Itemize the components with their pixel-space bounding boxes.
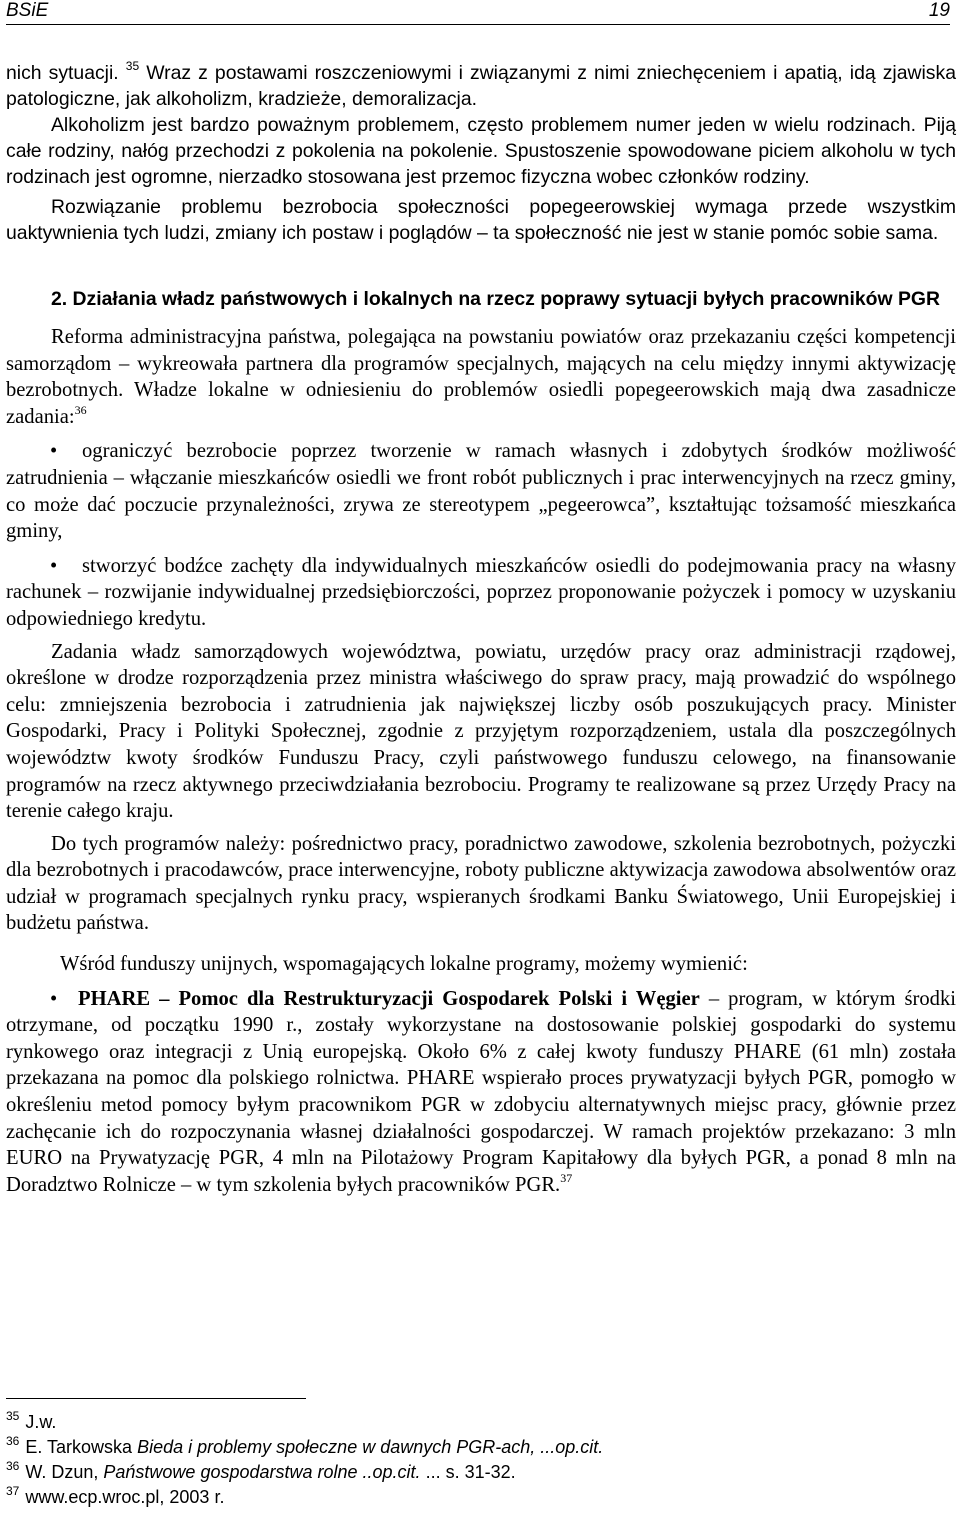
footnote-ref-37: 37 bbox=[560, 1170, 573, 1185]
paragraph-1: nich sytuacji. $^{35}$ Wraz z postawami roszczeniowymi i związanymi z nimi zniechęceniem i apatią, idą zjawiska patologiczne, jak alkoholizm, kradzieże, demoralizacja. bbox=[6, 59, 956, 110]
page-number: 19 bbox=[928, 0, 950, 21]
header-title: BSiE bbox=[6, 0, 49, 21]
bullet-icon: • bbox=[50, 987, 58, 1010]
footnote-item: $^{36}$ W. Dzun, Państwowe gospodarstwa rolne ..op.cit. ... s. 31-32. bbox=[6, 1459, 516, 1482]
bullet-icon: • bbox=[50, 554, 58, 577]
bullet-item-1: • ograniczyć bezrobocie poprzez tworzenie w ramach własnych i zdobytych środków możliwość zatrudnienia – włączanie mieszkańców osiedli we front robót publicznych i prac interwencyjnych na rzecz gminy, co może dać poczucie przynależności, zrywa ze stereotypem „pegeerowca”, kształtując tożsamość mieszkańca gminy, bbox=[6, 440, 956, 543]
bullet-icon: • bbox=[50, 440, 58, 463]
bullet-item-2: • stworzyć bodźce zachęty dla indywidualnych mieszkańców osiedli do podejmowania pracy na własny rachunek – rozwijanie indywidualnej przedsiębiorczości, poprzez proponowanie pożyczek i pomocy w uzyskaniu odpowiedniego kredytu. bbox=[6, 554, 956, 630]
footnote-separator bbox=[6, 1398, 306, 1399]
paragraph-5: Zadania władz samorządowych województwa, powiatu, urzędów pracy oraz administracji rządowej, określone w drodze rozporządzenia przez ministra właściwego do spraw pracy, mają prowadzić do wspólnego celu: zmniejszenia bezrobocia i zatrudnienia jak największej liczby osób poszukujących pracy. Minister Gospodarki, Pracy i Polityki Społecznej, zgodnie z przyjętym rozporządzeniem, ustala dla poszczególnych województw kwoty środków Funduszu Pracy, czyli państwowego funduszu celowego, na finansowanie programów na rzecz aktywnego przeciwdziałania bezrobociu. Programy te realizowane są przez Urzędy Pracy na terenie całego kraju. bbox=[6, 640, 956, 823]
page-header bbox=[6, 0, 950, 25]
footnote-ref-35: 35 bbox=[125, 59, 140, 73]
phare-title: PHARE – Pomoc dla Restrukturyzacji Gospodarek Polski i Węgier bbox=[78, 987, 700, 1010]
section-heading: 2. Działania władz państwowych i lokalnych na rzecz poprawy sytuacji byłych pracowników PGR bbox=[51, 288, 940, 310]
bullet-item-phare: • PHARE – Pomoc dla Restrukturyzacji Gospodarek Polski i Węgier – program, w którym środki otrzymane, od początku 1990 r., zostały wykorzystane na dostosowanie polskiej gospodarki do systemu rynkowego oraz integracji z Unią europejską. Około 6% z całej kwoty funduszy PHARE (61 mln) została przekazana na pomoc dla polskiego rolnictwa. PHARE wspierało proces prywatyzacji byłych PGR, pomogło w określeniu metod pomocy byłym pracownikom PGR w zdobyciu alternatywnych miejsc pracy, głównie przez zachęcanie ich do rozpoczynania własnej działalności gospodarczej. W ramach projektów przekazano: 3 mln EURO na Prywatyzację PGR, 4 mln na Pilotażowy Program Kapitałowy dla byłych PGR, a ponad 8 mln na Doradztwo Rolnicze – w tym szkolenia byłych pracowników PGR.$^{37}$ bbox=[6, 987, 956, 1196]
footnotes bbox=[6, 1410, 906, 1510]
paragraph-4: Reforma administracyjna państwa, polegająca na powstaniu powiatów oraz przekazaniu części kompetencji samorządom – wykreowała partnera dla programów specjalnych, mających na celu między innymi aktywizację bezrobotnych. Władze lokalne w odniesieniu do problemów osiedli popegeerowskich mają dwa zasadnicze zadania:$^{36}$ bbox=[6, 326, 956, 428]
footnote-ref-36: 36 bbox=[74, 402, 87, 417]
paragraph-3: Rozwiązanie problemu bezrobocia społeczności popegeerowskiej wymaga przede wszystkim uaktywnienia tych ludzi, zmiany ich postaw i poglądów – ta społeczność nie jest w stanie pomóc sobie sama. bbox=[6, 196, 956, 244]
footnote-item: $^{37}$ www.ecp.wroc.pl, 2003 r. bbox=[6, 1484, 225, 1507]
paragraph-2: Alkoholizm jest bardzo poważnym problemem, często problemem numer jeden w wielu rodzinach. Piją całe rodziny, nałóg przechodzi z pokolenia na pokolenie. Spustoszenie spowodowane piciem alkoholu w tych rodzinach jest ogromne, nierzadko stosowana jest przemoc fizyczna wobec członków rodziny. bbox=[6, 114, 956, 188]
paragraph-7: Wśród funduszy unijnych, wspomagających lokalne programy, możemy wymienić: bbox=[60, 953, 748, 976]
page-body bbox=[6, 60, 956, 1198]
footnote-item: $^{36}$ E. Tarkowska Bieda i problemy społeczne w dawnych PGR-ach, ...op.cit. bbox=[6, 1434, 604, 1457]
footnote-item: $^{35}$ J.w. bbox=[6, 1409, 57, 1432]
paragraph-6: Do tych programów należy: pośrednictwo pracy, poradnictwo zawodowe, szkolenia bezrobotnych, pożyczki dla bezrobotnych i pracodawców, prace interwencyjne, roboty publiczne aktywizacja zawodowa absolwentów oraz udział w programach specjalnych rynku pracy, wspieranych środkami Banku Światowego, Unii Europejskiej i budżetu państwa. bbox=[6, 832, 956, 935]
